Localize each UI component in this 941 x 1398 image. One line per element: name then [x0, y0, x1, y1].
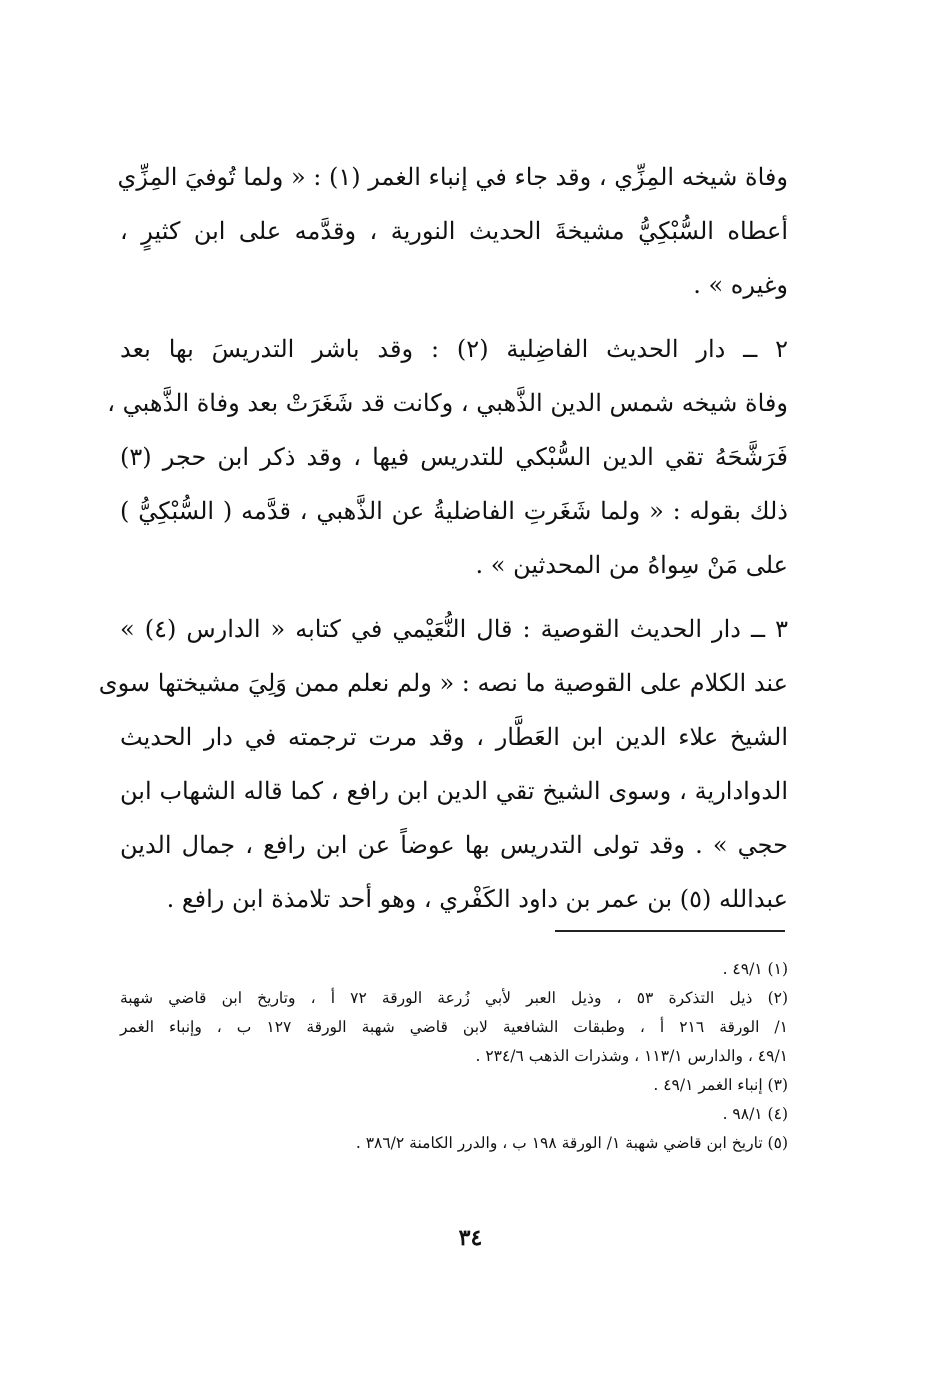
paragraph-dar-al-hadith-fadiliya — [107, 322, 788, 592]
footnote-5 — [120, 1129, 788, 1158]
footnote-line: (٣) إنباء الغمر ٤٩/١ . — [653, 1076, 788, 1094]
text-line: وفاة شيخه شمس الدين الذَّهبي ، وكانت قد شَغَرَتْ بعد وفاة الذَّهبي ، — [107, 389, 788, 417]
footnote-2 — [120, 984, 788, 1071]
footnote-divider — [555, 930, 785, 932]
page-number: ٣٤ — [458, 1225, 483, 1251]
text-line: ٣ ــ دار الحديث القوصية : قال النُّعَيْمي في كتابه « الدارس (٤) » — [120, 615, 788, 643]
main-text — [98, 150, 788, 936]
text-line: أعطاه السُّبْكِيُّ مشيخةَ الحديث النورية ، وقدَّمه على ابن كثيرٍ ، — [120, 217, 788, 245]
text-line: وفاة شيخه المِزِّي ، وقد جاء في إنباء الغمر (١) : « ولما تُوفيَ المِزِّي — [117, 163, 788, 191]
footnote-4 — [120, 1100, 788, 1129]
text-line: حجي » . وقد تولى التدريس بها عوضاً عن ابن رافع ، جمال الدين — [120, 831, 788, 859]
text-line: عبدالله (٥) بن عمر بن داود الكَفْري ، وهو أحد تلامذة ابن رافع . — [166, 885, 788, 913]
text-line: ذلك بقوله : « ولما شَغَرتِ الفاضليةُ عن الذَّهبي ، قدَّمه ( السُّبْكِيُّ ) — [120, 497, 788, 525]
paragraph-nazzi-death — [117, 150, 788, 312]
footnotes — [120, 955, 788, 1158]
text-line: وغيره » . — [693, 271, 788, 299]
text-line: ٢ ــ دار الحديث الفاضِلية (٢) : وقد باشر التدريسَ بها بعد — [120, 335, 788, 363]
footnote-line: (١) ٤٩/١ . — [722, 960, 788, 978]
footnote-line: (٥) تاريخ ابن قاضي شهبة ١/ الورقة ١٩٨ ب ، والدرر الكامنة ٣٨٦/٢ . — [355, 1134, 788, 1152]
footnote-1 — [120, 955, 788, 984]
footnote-3 — [120, 1071, 788, 1100]
text-line: الدوادارية ، وسوى الشيخ تقي الدين ابن رافع ، كما قاله الشهاب ابن — [120, 777, 788, 805]
footnote-line: ١/ الورقة ٢١٦ أ ، وطبقات الشافعية لابن قاضي شهبة الورقة ١٢٧ ب ، وإنباء الغمر — [120, 1018, 788, 1036]
paragraph-dar-al-hadith-qusiya — [98, 602, 788, 926]
footnote-line: (٢) ذيل التذكرة ٥٣ ، وذيل العبر لأبي زُرعة الورقة ٧٢ أ ، وتاريخ ابن قاضي شهبة — [120, 989, 789, 1007]
footnote-line: ٤٩/١ ، والدارس ١١٣/١ ، وشذرات الذهب ٢٣٤/٦ . — [475, 1047, 788, 1065]
text-line: فَرَشَّحَهُ تقي الدين السُّبْكي للتدريس فيها ، وقد ذكر ابن حجر (٣) — [120, 443, 788, 471]
footnote-line: (٤) ٩٨/١ . — [722, 1105, 788, 1123]
text-line: الشيخ علاء الدين ابن العَطَّار ، وقد مرت ترجمته في دار الحديث — [120, 723, 788, 751]
text-line: على مَنْ سِواهُ من المحدثين » . — [475, 551, 788, 579]
text-line: عند الكلام على القوصية ما نصه : « ولم نعلم ممن وَلِيَ مشيختها سوى — [98, 669, 788, 697]
